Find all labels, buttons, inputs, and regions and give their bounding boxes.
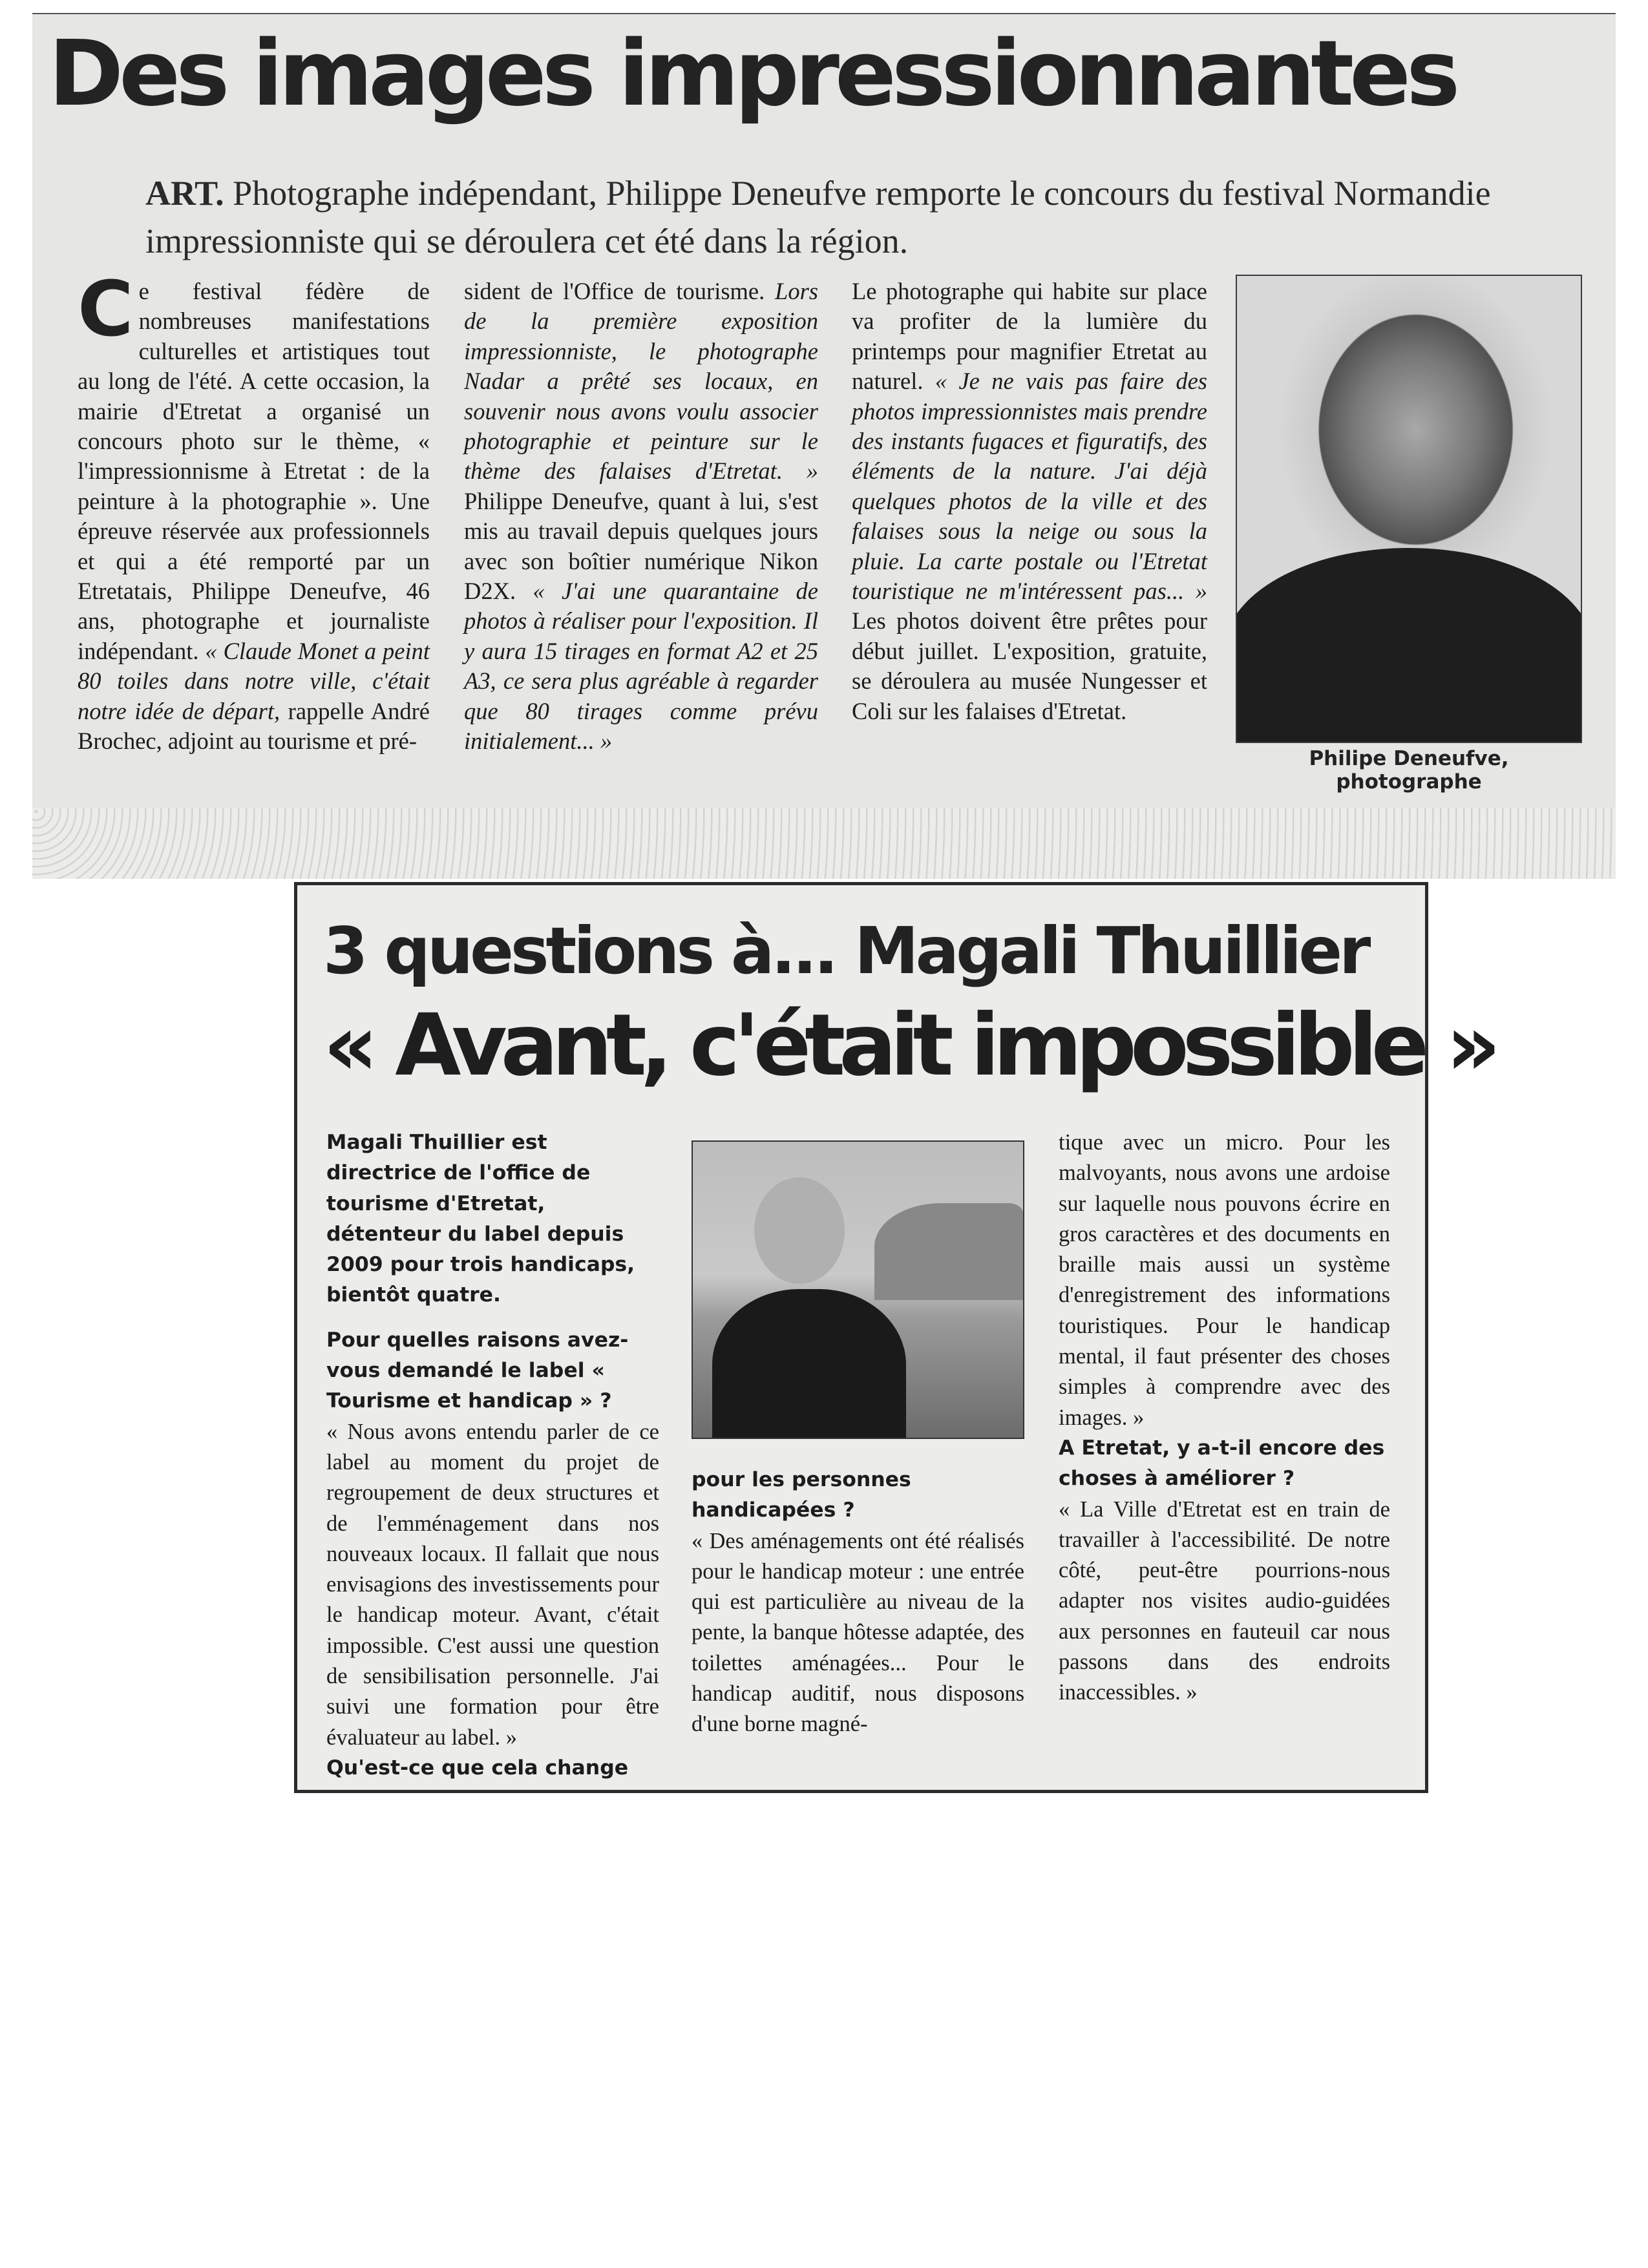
interview-headline: « Avant, c'était impossible » [323,996,1495,1095]
col1-quote: « Claude Monet a peint 80 toiles dans notre ville, c'était notre idée de départ, [78,637,430,724]
interview-kicker: 3 questions à... Magali Thuillier [323,913,1368,989]
article-headline: Des images impressionnantes [48,21,1456,127]
col2-mid: Philippe Deneufve, quant à lui, s'est mis au travail depuis quelques jours avec son boîtier numérique Nikon D2X. [464,487,818,605]
portrait-photo-magali [692,1140,1024,1439]
interview-column-2 [692,1465,1024,1740]
interview-column-1 [326,1128,659,1783]
deck-label: ART. [145,174,224,213]
question-2-start: Qu'est-ce que cela change [326,1756,629,1780]
deck-text: Photographe indépendant, Philippe Deneufve remporte le concours du festival Normandie impressionniste qui se déroulera cet été dans la région. [145,174,1491,260]
col3-start: Le photographe qui habite sur place va profiter de la lumière du printemps pour magnifier Etretat au naturel. [852,278,1207,395]
question-2-end: pour les personnes handicapées ? [692,1468,911,1522]
col3-quote: « Je ne vais pas faire des photos impressionnistes mais prendre des instants fugaces et figuratifs, des éléments de la nature. J'ai déjà quelques photos de la ville et des falaises sous la neige ou sous la pluie. La carte postale ou l'Etretat touristique ne m'intéressent pas... » [852,368,1207,605]
col1-end: rappelle André Brochec, adjoint au tourisme et pré- [78,697,430,755]
photo-sweater-shape [1236,548,1582,743]
article-deck [145,169,1535,265]
col2-quote-2: « J'ai une quarantaine de photos à réaliser pour l'exposition. Il y aura 15 tirages en format A2 et 25 A3, ce sera plus agréable à regarder que 80 tirages comme prévu initialement... » [464,578,818,755]
photo-coat-shape [712,1289,906,1439]
col1-text: e festival fédère de nombreuses manifestations culturelles et artistiques tout au long de l'été. A cette occasion, la mairie d'Etretat a organisé un concours photo sur le thème, « l'impressionnisme à Etretat : de la peinture à la photographie ». Une épreuve réservée aux professionnels et qui a été remporté par un Etretatais, Philippe Deneufve, 46 ans, photographe et journaliste indépendant. [78,278,430,664]
answer-2-start: « Des aménagements ont été réalisés pour le handicap moteur : une entrée qui est particulière au niveau de la pente, la banque hôtesse adaptée, des toilettes aménagées... Pour le handicap auditif, nous disposons d'une borne magné- [692,1528,1024,1737]
col3-end: Les photos doivent être prêtes pour début juillet. L'exposition, gratuite, se déroulera au musée Nungesser et Coli sur les falaises d'Etretat. [852,607,1207,724]
portrait-photo-philippe [1236,275,1582,743]
question-3: A Etretat, y a-t-il encore des choses à améliorer ? [1059,1436,1385,1491]
col2-start: sident de l'Office de tourisme. [464,278,765,304]
drop-cap: C [78,264,134,353]
article-column-3 [852,277,1207,726]
answer-3: « La Ville d'Etretat est en train de travailler à l'accessibilité. De notre côté, peut-être pourrions-nous adapter nos visites audio-guidées aux personnes en fauteuil car nous passons dans des endroits inaccessibles. » [1059,1496,1390,1705]
question-1: Pour quelles raisons avez-vous demandé le label « Tourisme et handicap » ? [326,1328,629,1413]
photo-head-shape [754,1177,845,1284]
halftone-edge [32,808,1616,879]
article-column-1 [78,264,430,757]
answer-1: « Nous avons entendu parler de ce label au moment du projet de regroupement de deux structures et de l'emménagement dans nos nouveaux locaux. Il fallait que nous envisagions des investissements pour le handicap moteur. Avant, c'était impossible. C'est aussi une question de sensibilisation personnelle. J'ai suivi une formation pour être évaluateur au label. » [326,1419,659,1750]
interview-column-3 [1059,1128,1390,1708]
article-column-2 [464,277,818,757]
col2-quote: Lors de la première exposition impressionniste, le photographe Nadar a prêté ses locaux, en souvenir nous avons voulu associer photographie et peinture sur le thème des falaises d'Etretat. » [464,278,818,485]
photo-cliff-shape [874,1203,1023,1300]
answer-2-end: tique avec un micro. Pour les malvoyants, nous avons une ardoise sur laquelle nous pouvons écrire en gros caractères et des documents en braille mais aussi un système d'enregistrement des informations touristiques. Pour le handicap mental, il faut présenter des choses simples à comprendre avec des images. » [1059,1130,1390,1430]
interview-intro: Magali Thuillier est directrice de l'office de tourisme d'Etretat, détenteur du label depuis 2009 pour trois handicaps, bientôt quatre. [326,1131,635,1307]
photo-caption: Philipe Deneufve, photographe [1309,747,1509,793]
